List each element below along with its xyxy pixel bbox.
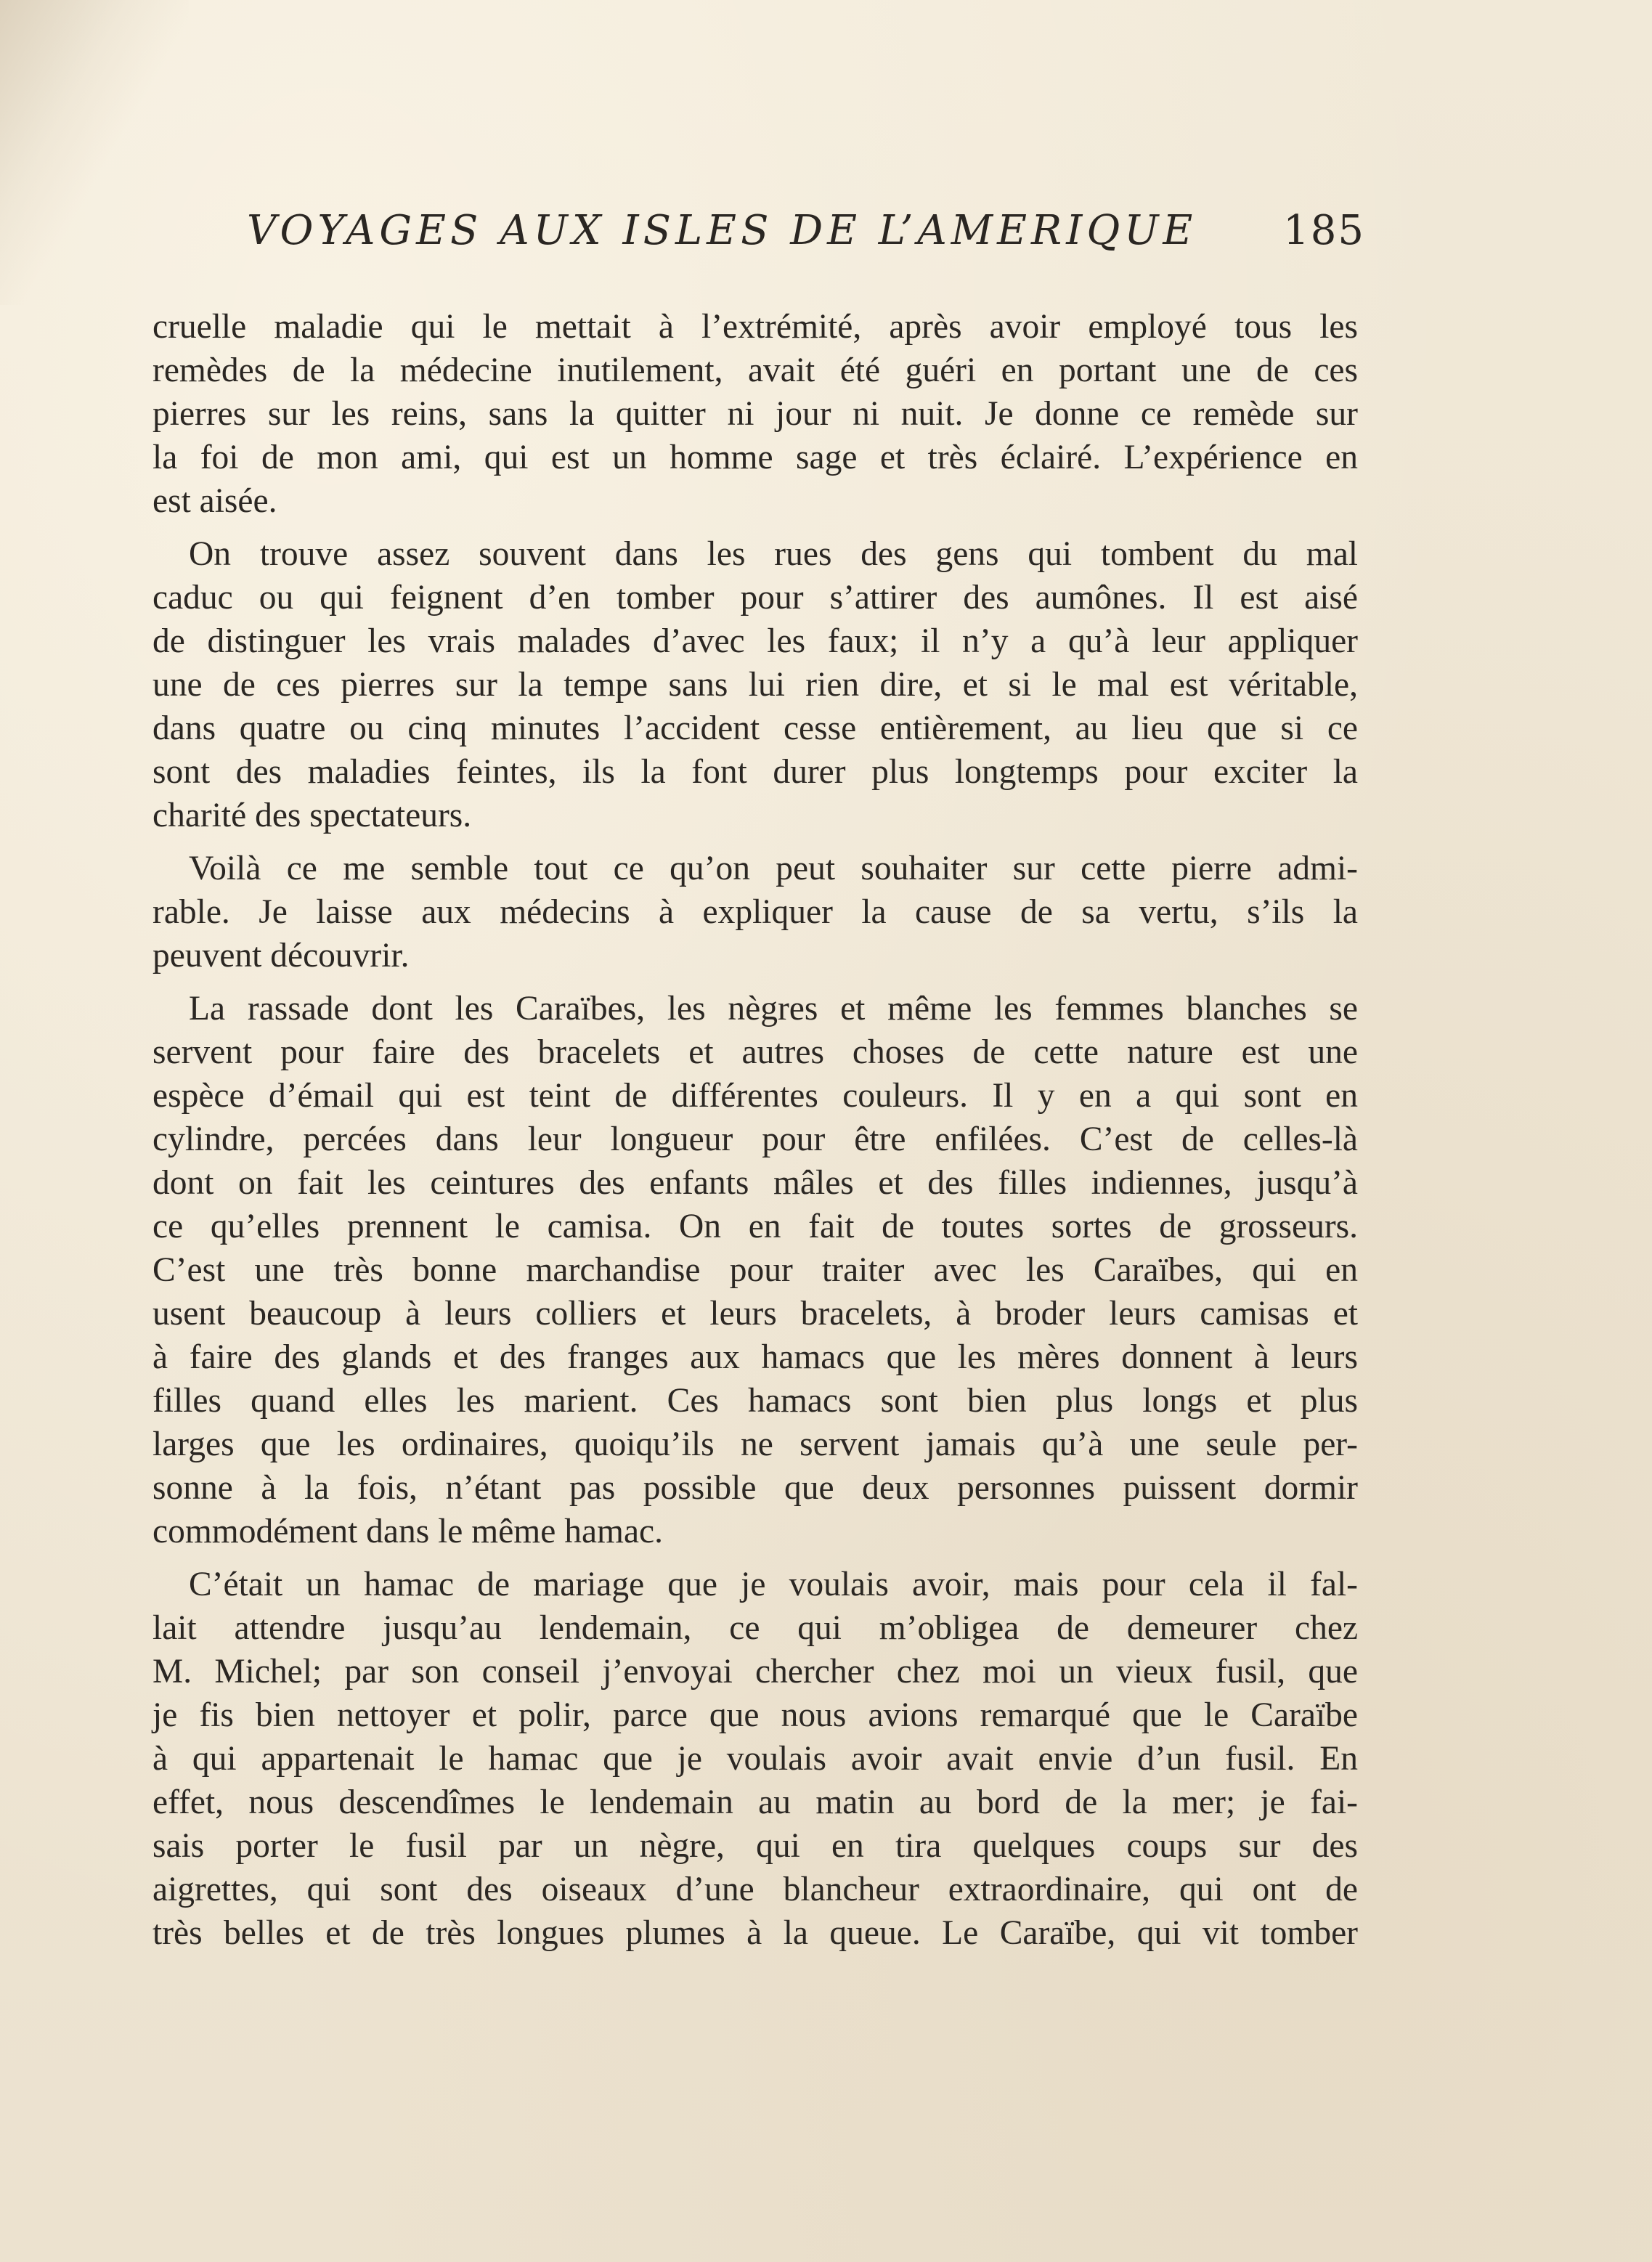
text-line: dans quatre ou cinq minutes l’accident cesse entièrement, au lieu que si ce <box>152 709 1358 747</box>
text-line: commodément dans le même hamac. <box>152 1513 664 1550</box>
text-line: La rassade dont les Caraïbes, les nègres et même les femmes blanches se <box>189 990 1358 1028</box>
text-line: filles quand elles les marient. Ces hamacs sont bien plus longs et plus <box>152 1382 1358 1420</box>
text-line: M. Michel; par son conseil j’envoyai chercher chez moi un vieux fusil, que <box>152 1653 1358 1691</box>
text-line: la foi de mon ami, qui est un homme sage et très éclairé. L’expérience en <box>152 439 1358 476</box>
paragraph <box>152 987 1358 1553</box>
text-line: à qui appartenait le hamac que je voulais avoir avait envie d’un fusil. En <box>152 1740 1358 1778</box>
text-line: très belles et de très longues plumes à la queue. Le Caraïbe, qui vit tomber <box>152 1914 1358 1952</box>
body-text <box>152 305 1358 1964</box>
text-line: remèdes de la médecine inutilement, avait été guéri en portant une de ces <box>152 351 1358 389</box>
text-line: caduc ou qui feignent d’en tomber pour s’attirer des aumônes. Il est aisé <box>152 579 1358 617</box>
text-line: cruelle maladie qui le mettait à l’extrémité, après avoir employé tous les <box>152 308 1358 346</box>
text-line: usent beaucoup à leurs colliers et leurs bracelets, à broder leurs camisas et <box>152 1295 1358 1333</box>
running-head <box>247 207 1365 265</box>
text-line: de distinguer les vrais malades d’avec les faux; il n’y a qu’à leur appliquer <box>152 622 1358 660</box>
text-line: sais porter le fusil par un nègre, qui en tira quelques coups sur des <box>152 1827 1358 1865</box>
running-title: VOYAGES AUX ISLES DE L’AMERIQUE <box>247 207 1197 254</box>
text-line: espèce d’émail qui est teint de différentes couleurs. Il y en a qui sont en <box>152 1077 1358 1115</box>
text-line: ce qu’elles prennent le camisa. On en fait de toutes sortes de grosseurs. <box>152 1208 1358 1245</box>
text-line: lait attendre jusqu’au lendemain, ce qui m’obligea de demeurer chez <box>152 1609 1358 1647</box>
text-line: peuvent découvrir. <box>152 937 410 975</box>
text-line: C’est une très bonne marchandise pour traiter avec les Caraïbes, qui en <box>152 1251 1358 1289</box>
text-line: je fis bien nettoyer et polir, parce que nous avions remarqué que le Caraïbe <box>152 1696 1358 1734</box>
text-line: Voilà ce me semble tout ce qu’on peut souhaiter sur cette pierre admi- <box>189 850 1358 887</box>
page-corner-shadow <box>0 0 189 305</box>
text-line: est aisée. <box>152 482 277 520</box>
text-line: dont on fait les ceintures des enfants mâles et des filles indiennes, jusqu’à <box>152 1164 1358 1202</box>
text-line: On trouve assez souvent dans les rues des gens qui tombent du mal <box>189 535 1358 573</box>
text-line: C’était un hamac de mariage que je voulais avoir, mais pour cela il fal- <box>189 1566 1358 1603</box>
text-line: aigrettes, qui sont des oiseaux d’une blancheur extraordinaire, qui ont de <box>152 1871 1358 1908</box>
text-line: cylindre, percées dans leur longueur pour être enfilées. C’est de celles-là <box>152 1120 1358 1158</box>
paragraph <box>152 532 1358 837</box>
text-line: sont des maladies feintes, ils la font durer plus longtemps pour exciter la <box>152 753 1358 791</box>
paragraph <box>152 1563 1358 1955</box>
text-line: à faire des glands et des franges aux hamacs que les mères donnent à leurs <box>152 1338 1358 1376</box>
text-line: charité des spectateurs. <box>152 797 472 834</box>
text-line: servent pour faire des bracelets et autres choses de cette nature est une <box>152 1033 1358 1071</box>
text-line: effet, nous descendîmes le lendemain au matin au bord de la mer; je fai- <box>152 1783 1358 1821</box>
page-number: 185 <box>1283 207 1365 254</box>
text-line: sonne à la fois, n’étant pas possible que deux personnes puissent dormir <box>152 1469 1358 1507</box>
text-line: larges que les ordinaires, quoiqu’ils ne servent jamais qu’à une seule per- <box>152 1425 1358 1463</box>
text-line: pierres sur les reins, sans la quitter ni jour ni nuit. Je donne ce remède sur <box>152 395 1358 433</box>
paragraph <box>152 847 1358 977</box>
text-line: une de ces pierres sur la tempe sans lui rien dire, et si le mal est véritable, <box>152 666 1358 704</box>
text-line: rable. Je laisse aux médecins à expliquer la cause de sa vertu, s’ils la <box>152 893 1358 931</box>
paragraph <box>152 305 1358 523</box>
